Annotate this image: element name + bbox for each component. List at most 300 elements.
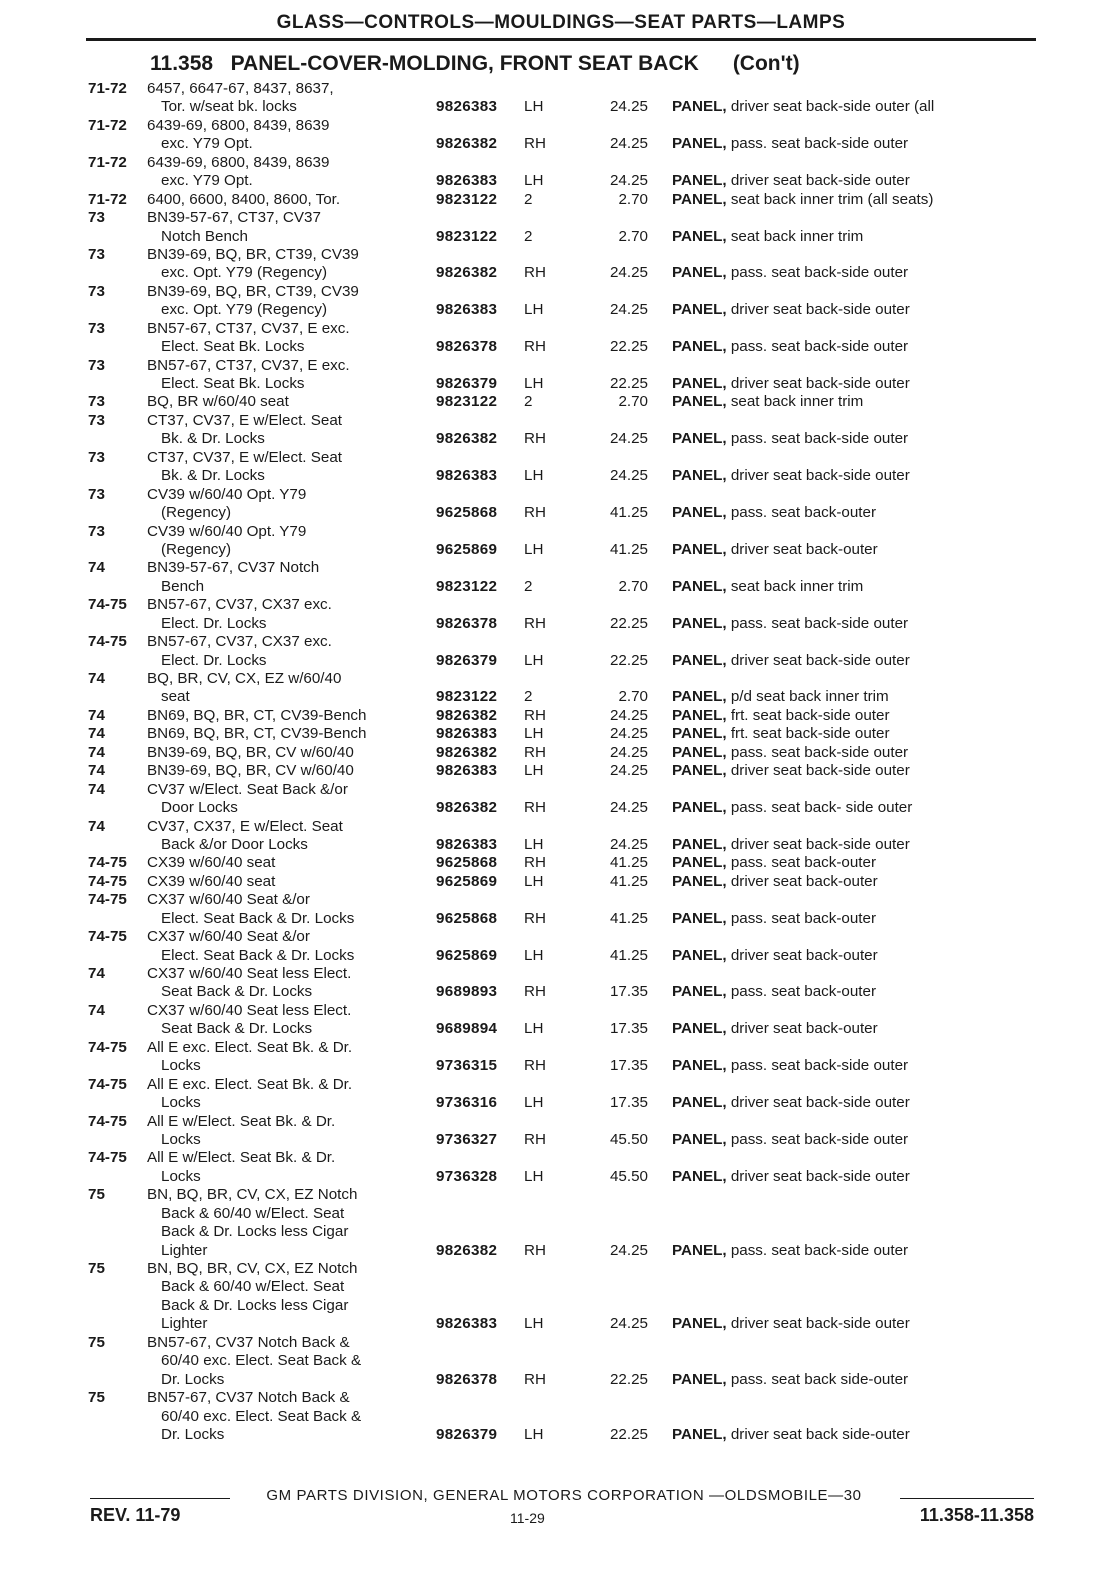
part-number: 9826382: [436, 430, 498, 448]
description-keyword: PANEL,: [672, 614, 727, 632]
description-text: pass. seat back-side outer: [730, 1241, 909, 1259]
model-year: 74: [88, 706, 105, 724]
part-row: [86, 1113, 1046, 1150]
part-row-line: [86, 670, 1046, 688]
model-applicability: Back & 60/40 w/Elect. Seat: [161, 1278, 345, 1296]
price: 22.25: [609, 1425, 648, 1443]
model-applicability: BN69, BQ, BR, CT, CV39-Bench: [147, 725, 367, 743]
quantity: LH: [524, 835, 544, 853]
part-number: 9625868: [436, 854, 498, 872]
price: 2.70: [618, 577, 648, 595]
part-row-line: [86, 633, 1046, 651]
part-row-line: [86, 1076, 1046, 1094]
part-number: 9823122: [436, 190, 498, 208]
part-row-line: [86, 246, 1046, 264]
model-applicability: CX37 w/60/40 Seat &/or: [147, 928, 310, 946]
model-year: 74: [88, 780, 105, 798]
price: 22.25: [609, 338, 648, 356]
model-year: 74: [88, 725, 105, 743]
model-applicability: (Regency): [161, 504, 232, 522]
model-applicability: CV37 w/Elect. Seat Back &/or: [147, 780, 348, 798]
model-year: 74-75: [88, 596, 127, 614]
model-applicability: Locks: [161, 1167, 201, 1185]
part-row-line: [86, 1352, 1046, 1370]
part-row-line: [86, 910, 1046, 928]
part-row: [86, 854, 1046, 872]
description-keyword: PANEL,: [672, 799, 727, 817]
description-keyword: PANEL,: [672, 172, 727, 190]
price: 17.35: [609, 1020, 648, 1038]
description-text: pass. seat back-outer: [730, 504, 877, 522]
quantity: LH: [524, 1315, 544, 1333]
part-number: 9823122: [436, 227, 498, 245]
quantity: RH: [524, 1057, 546, 1075]
part-row: [86, 873, 1046, 891]
model-year: 74: [88, 559, 105, 577]
part-row-line: [86, 762, 1046, 780]
model-applicability: BN39-69, BQ, BR, CT39, CV39: [147, 282, 359, 300]
price: 22.25: [609, 375, 648, 392]
model-year: 75: [88, 1389, 105, 1407]
part-description: [672, 467, 910, 485]
part-description: [672, 1131, 908, 1149]
part-number: 9625868: [436, 909, 498, 927]
quantity: LH: [524, 98, 544, 116]
description-text: driver seat back-side outer: [730, 375, 910, 392]
footer-publisher: GM PARTS DIVISION, GENERAL MOTORS CORPORATION —OLDSMOBILE—30: [266, 1487, 862, 1504]
description-text: driver seat back-side outer: [730, 651, 910, 669]
price: 41.25: [609, 872, 648, 890]
model-year: 73: [88, 282, 105, 300]
model-applicability: BN57-67, CV37 Notch Back &: [147, 1389, 350, 1407]
part-row-line: [86, 98, 1046, 116]
part-number: 9823122: [436, 393, 498, 411]
part-description: [672, 910, 876, 928]
part-row: [86, 246, 1046, 283]
description-keyword: PANEL,: [672, 227, 727, 245]
description-text: seat back inner trim: [730, 393, 864, 411]
quantity: RH: [524, 614, 546, 632]
part-row: [86, 117, 1046, 154]
description-keyword: PANEL,: [672, 1020, 727, 1038]
description-text: pass. seat back-side outer: [730, 1130, 909, 1148]
quantity: LH: [524, 172, 544, 190]
part-description: [672, 393, 863, 411]
part-row: [86, 320, 1046, 357]
description-keyword: PANEL,: [672, 1094, 727, 1112]
description-text: pass. seat back-side outer: [730, 614, 909, 632]
model-year: 71-72: [88, 116, 127, 134]
model-year: 73: [88, 411, 105, 429]
model-year: 73: [88, 209, 105, 227]
description-keyword: PANEL,: [672, 430, 727, 448]
part-row-line: [86, 1094, 1046, 1112]
model-applicability: Seat Back & Dr. Locks: [161, 983, 313, 1001]
model-year: 74-75: [88, 633, 127, 651]
part-description: [672, 264, 908, 282]
price: 45.50: [609, 1130, 648, 1148]
model-applicability: All E exc. Elect. Seat Bk. & Dr.: [147, 1075, 353, 1093]
part-row: [86, 283, 1046, 320]
description-keyword: PANEL,: [672, 725, 727, 743]
model-applicability: BN57-67, CV37, CX37 exc.: [147, 633, 332, 651]
footer-section-range: 11.358-11.358: [919, 1505, 1034, 1525]
description-keyword: PANEL,: [672, 135, 727, 153]
part-row-line: [86, 1039, 1046, 1057]
description-text: driver seat back-side outer: [730, 835, 910, 853]
part-row: [86, 412, 1046, 449]
part-row-line: [86, 707, 1046, 725]
part-row-line: [86, 818, 1046, 836]
description-text: pass. seat back-side outer: [730, 743, 909, 761]
part-number: 9826379: [436, 651, 498, 669]
description-keyword: PANEL,: [672, 393, 727, 411]
price: 24.25: [609, 835, 648, 853]
footer-rule-right: [900, 1498, 1034, 1499]
part-description: [672, 578, 863, 596]
part-number: 9689893: [436, 983, 498, 1001]
model-applicability: BN57-67, CT37, CV37, E exc.: [147, 319, 350, 337]
quantity: RH: [524, 1241, 546, 1259]
part-number: 9826382: [436, 799, 498, 817]
model-year: 73: [88, 245, 105, 263]
quantity: RH: [524, 1130, 546, 1148]
part-row: [86, 1149, 1046, 1186]
description-text: pass. seat back-outer: [730, 909, 877, 927]
part-row: [86, 818, 1046, 855]
quantity: RH: [524, 338, 546, 356]
description-keyword: PANEL,: [672, 872, 727, 890]
model-applicability: BN39-69, BQ, BR, CT39, CV39: [147, 245, 359, 263]
model-applicability: Elect. Seat Back & Dr. Locks: [161, 946, 355, 964]
model-year: 74: [88, 762, 105, 780]
quantity: LH: [524, 375, 544, 392]
description-keyword: PANEL,: [672, 743, 727, 761]
description-text: driver seat back-side outer: [730, 301, 910, 319]
price: 24.25: [609, 467, 648, 485]
model-year: 73: [88, 356, 105, 374]
model-applicability: 6439-69, 6800, 8439, 8639: [147, 116, 330, 134]
price: 2.70: [618, 227, 648, 245]
model-applicability: Back &/or Door Locks: [161, 835, 308, 853]
part-row: [86, 725, 1046, 743]
description-keyword: PANEL,: [672, 1057, 727, 1075]
part-row: [86, 1389, 1046, 1444]
price: 24.25: [609, 1241, 648, 1259]
part-row-line: [86, 301, 1046, 319]
description-text: driver seat back-side outer: [730, 762, 910, 780]
description-keyword: PANEL,: [672, 1130, 727, 1148]
model-year: 74: [88, 1001, 105, 1019]
quantity: LH: [524, 1167, 544, 1185]
model-applicability: BN39-57-67, CV37 Notch: [147, 559, 320, 577]
description-keyword: PANEL,: [672, 338, 727, 356]
quantity: 2: [524, 577, 533, 595]
part-description: [672, 98, 934, 116]
part-row-line: [86, 854, 1046, 872]
description-text: pass. seat back-side outer: [730, 430, 909, 448]
part-description: [672, 191, 933, 209]
model-year: 74-75: [88, 1038, 127, 1056]
description-keyword: PANEL,: [672, 1425, 727, 1443]
section-name: PANEL-COVER-MOLDING, FRONT SEAT BACK: [230, 52, 699, 75]
part-row: [86, 449, 1046, 486]
model-applicability: Bk. & Dr. Locks: [161, 467, 265, 485]
description-keyword: PANEL,: [672, 504, 727, 522]
part-row-line: [86, 1113, 1046, 1131]
model-applicability: CX39 w/60/40 seat: [147, 854, 276, 872]
part-row-line: [86, 172, 1046, 190]
model-applicability: 60/40 exc. Elect. Seat Back &: [161, 1352, 362, 1370]
part-row-line: [86, 799, 1046, 817]
quantity: LH: [524, 725, 544, 743]
model-applicability: Elect. Seat Bk. Locks: [161, 375, 305, 392]
part-row-line: [86, 541, 1046, 559]
part-description: [672, 375, 910, 393]
part-row-line: [86, 320, 1046, 338]
section-title: [150, 52, 800, 76]
part-number: 9826383: [436, 835, 498, 853]
part-row-line: [86, 283, 1046, 301]
part-row-line: [86, 1149, 1046, 1167]
part-description: [672, 338, 908, 356]
part-row-line: [86, 781, 1046, 799]
part-description: [672, 1242, 908, 1260]
description-keyword: PANEL,: [672, 1241, 727, 1259]
quantity: 2: [524, 393, 533, 411]
part-row: [86, 191, 1046, 209]
description-text: pass. seat back-side outer: [730, 338, 909, 356]
model-applicability: CT37, CV37, E w/Elect. Seat: [147, 411, 342, 429]
part-row: [86, 707, 1046, 725]
price: 41.25: [609, 854, 648, 872]
description-keyword: PANEL,: [672, 1167, 727, 1185]
price: 41.25: [609, 909, 648, 927]
part-description: [672, 430, 908, 448]
part-row-line: [86, 578, 1046, 596]
part-row: [86, 357, 1046, 394]
model-applicability: 6457, 6647-67, 8437, 8637,: [147, 80, 334, 97]
part-row-line: [86, 744, 1046, 762]
description-text: driver seat back-side outer: [730, 1167, 910, 1185]
quantity: RH: [524, 706, 546, 724]
model-applicability: BN39-69, BQ, BR, CV w/60/40: [147, 743, 354, 761]
part-description: [672, 504, 876, 522]
part-row-line: [86, 1205, 1046, 1223]
model-applicability: BN, BQ, BR, CV, CX, EZ Notch: [147, 1260, 358, 1277]
part-number: 9826382: [436, 135, 498, 153]
part-number: 9625869: [436, 872, 498, 890]
part-number: 9736328: [436, 1167, 498, 1185]
part-row: [86, 781, 1046, 818]
part-number: 9689894: [436, 1020, 498, 1038]
part-description: [672, 1168, 910, 1186]
description-keyword: PANEL,: [672, 983, 727, 1001]
part-row: [86, 891, 1046, 928]
part-description: [672, 172, 910, 190]
part-row: [86, 762, 1046, 780]
part-number: 9736316: [436, 1094, 498, 1112]
model-year: 75: [88, 1186, 105, 1204]
model-applicability: CX37 w/60/40 Seat &/or: [147, 891, 310, 909]
section-number: 11.358: [150, 52, 214, 75]
model-year: 74-75: [88, 1112, 127, 1130]
model-year: 74-75: [88, 872, 127, 890]
description-text: driver seat back-outer: [730, 1020, 878, 1038]
part-number: 9826382: [436, 706, 498, 724]
part-row-line: [86, 430, 1046, 448]
part-row-line: [86, 1002, 1046, 1020]
part-row: [86, 486, 1046, 523]
part-row: [86, 1002, 1046, 1039]
model-year: 75: [88, 1260, 105, 1277]
model-year: 73: [88, 319, 105, 337]
price: 24.25: [609, 706, 648, 724]
model-applicability: BN57-67, CV37 Notch Back &: [147, 1333, 350, 1351]
part-row-line: [86, 725, 1046, 743]
description-text: pass. seat back-side outer: [730, 135, 909, 153]
part-row-line: [86, 559, 1046, 577]
part-description: [672, 301, 910, 319]
part-row-line: [86, 1334, 1046, 1352]
price: 17.35: [609, 1094, 648, 1112]
model-applicability: BN, BQ, BR, CV, CX, EZ Notch: [147, 1186, 358, 1204]
part-description: [672, 1020, 878, 1038]
price: 24.25: [609, 135, 648, 153]
model-applicability: All E w/Elect. Seat Bk. & Dr.: [147, 1112, 336, 1130]
model-applicability: 6439-69, 6800, 8439, 8639: [147, 153, 330, 171]
part-number: 9826378: [436, 614, 498, 632]
description-text: pass. seat back-side outer: [730, 264, 909, 282]
quantity: LH: [524, 1020, 544, 1038]
model-applicability: CT37, CV37, E w/Elect. Seat: [147, 448, 342, 466]
part-row: [86, 744, 1046, 762]
description-keyword: PANEL,: [672, 651, 727, 669]
quantity: RH: [524, 854, 546, 872]
description-keyword: PANEL,: [672, 98, 727, 116]
model-applicability: Seat Back & Dr. Locks: [161, 1020, 313, 1038]
price: 17.35: [609, 983, 648, 1001]
model-applicability: BN69, BQ, BR, CT, CV39-Bench: [147, 706, 367, 724]
part-description: [672, 1371, 908, 1389]
part-row-line: [86, 1315, 1046, 1333]
model-applicability: BN57-67, CT37, CV37, E exc.: [147, 356, 350, 374]
part-number: 9826379: [436, 375, 498, 392]
part-row-line: [86, 449, 1046, 467]
description-text: driver seat back-outer: [730, 946, 878, 964]
part-description: [672, 947, 878, 965]
part-row: [86, 928, 1046, 965]
part-row: [86, 393, 1046, 411]
part-row: [86, 154, 1046, 191]
part-row-line: [86, 1371, 1046, 1389]
model-applicability: seat: [161, 688, 190, 706]
part-row: [86, 523, 1046, 560]
part-row: [86, 1334, 1046, 1389]
part-row-line: [86, 264, 1046, 282]
part-number: 9823122: [436, 688, 498, 706]
price: 2.70: [618, 190, 648, 208]
part-number: 9826382: [436, 1241, 498, 1259]
part-row: [86, 1260, 1046, 1334]
model-applicability: Back & Dr. Locks less Cigar: [161, 1223, 349, 1241]
part-description: [672, 873, 878, 891]
model-applicability: Locks: [161, 1130, 201, 1148]
quantity: RH: [524, 504, 546, 522]
part-row-line: [86, 891, 1046, 909]
part-row-line: [86, 1168, 1046, 1186]
part-row-line: [86, 947, 1046, 965]
model-applicability: Elect. Dr. Locks: [161, 651, 267, 669]
part-description: [672, 854, 876, 872]
part-number: 9826378: [436, 1370, 498, 1388]
part-number: 9826383: [436, 98, 498, 116]
part-row-line: [86, 1057, 1046, 1075]
part-number: 9826383: [436, 172, 498, 190]
part-row-line: [86, 1260, 1046, 1278]
quantity: 2: [524, 227, 533, 245]
part-row: [86, 965, 1046, 1002]
part-row: [86, 1186, 1046, 1260]
quantity: LH: [524, 540, 544, 558]
part-description: [672, 707, 890, 725]
part-row-line: [86, 117, 1046, 135]
price: 22.25: [609, 1370, 648, 1388]
price: 41.25: [609, 540, 648, 558]
part-row: [86, 1039, 1046, 1076]
price: 24.25: [609, 725, 648, 743]
price: 41.25: [609, 946, 648, 964]
description-keyword: PANEL,: [672, 540, 727, 558]
part-description: [672, 615, 908, 633]
part-row-line: [86, 467, 1046, 485]
section-continued: (Con't): [732, 52, 800, 75]
part-description: [672, 1094, 910, 1112]
part-number: 9826383: [436, 1315, 498, 1333]
part-number: 9826383: [436, 762, 498, 780]
part-row-line: [86, 1426, 1046, 1444]
part-row: [86, 1076, 1046, 1113]
part-description: [672, 836, 910, 854]
price: 24.25: [609, 430, 648, 448]
price: 24.25: [609, 301, 648, 319]
model-year: 74-75: [88, 1149, 127, 1167]
part-row-line: [86, 615, 1046, 633]
model-applicability: Locks: [161, 1094, 201, 1112]
model-applicability: CV39 w/60/40 Opt. Y79: [147, 522, 307, 540]
description-keyword: PANEL,: [672, 946, 727, 964]
part-row-line: [86, 1297, 1046, 1315]
part-description: [672, 762, 910, 780]
quantity: LH: [524, 1094, 544, 1112]
description-text: driver seat back side-outer: [730, 1425, 910, 1443]
part-number: 9826382: [436, 743, 498, 761]
part-row-line: [86, 412, 1046, 430]
header-rule: [86, 38, 1036, 41]
model-applicability: BQ, BR, CV, CX, EZ w/60/40: [147, 670, 342, 687]
part-row: [86, 559, 1046, 596]
model-applicability: (Regency): [161, 540, 232, 558]
model-applicability: Bk. & Dr. Locks: [161, 430, 265, 448]
price: 24.25: [609, 1315, 648, 1333]
model-applicability: All E w/Elect. Seat Bk. & Dr.: [147, 1149, 336, 1167]
description-keyword: PANEL,: [672, 190, 727, 208]
model-year: 71-72: [88, 190, 127, 208]
model-applicability: BN39-69, BQ, BR, CV w/60/40: [147, 762, 354, 780]
part-row-line: [86, 983, 1046, 1001]
description-keyword: PANEL,: [672, 375, 727, 392]
model-applicability: Elect. Dr. Locks: [161, 614, 267, 632]
